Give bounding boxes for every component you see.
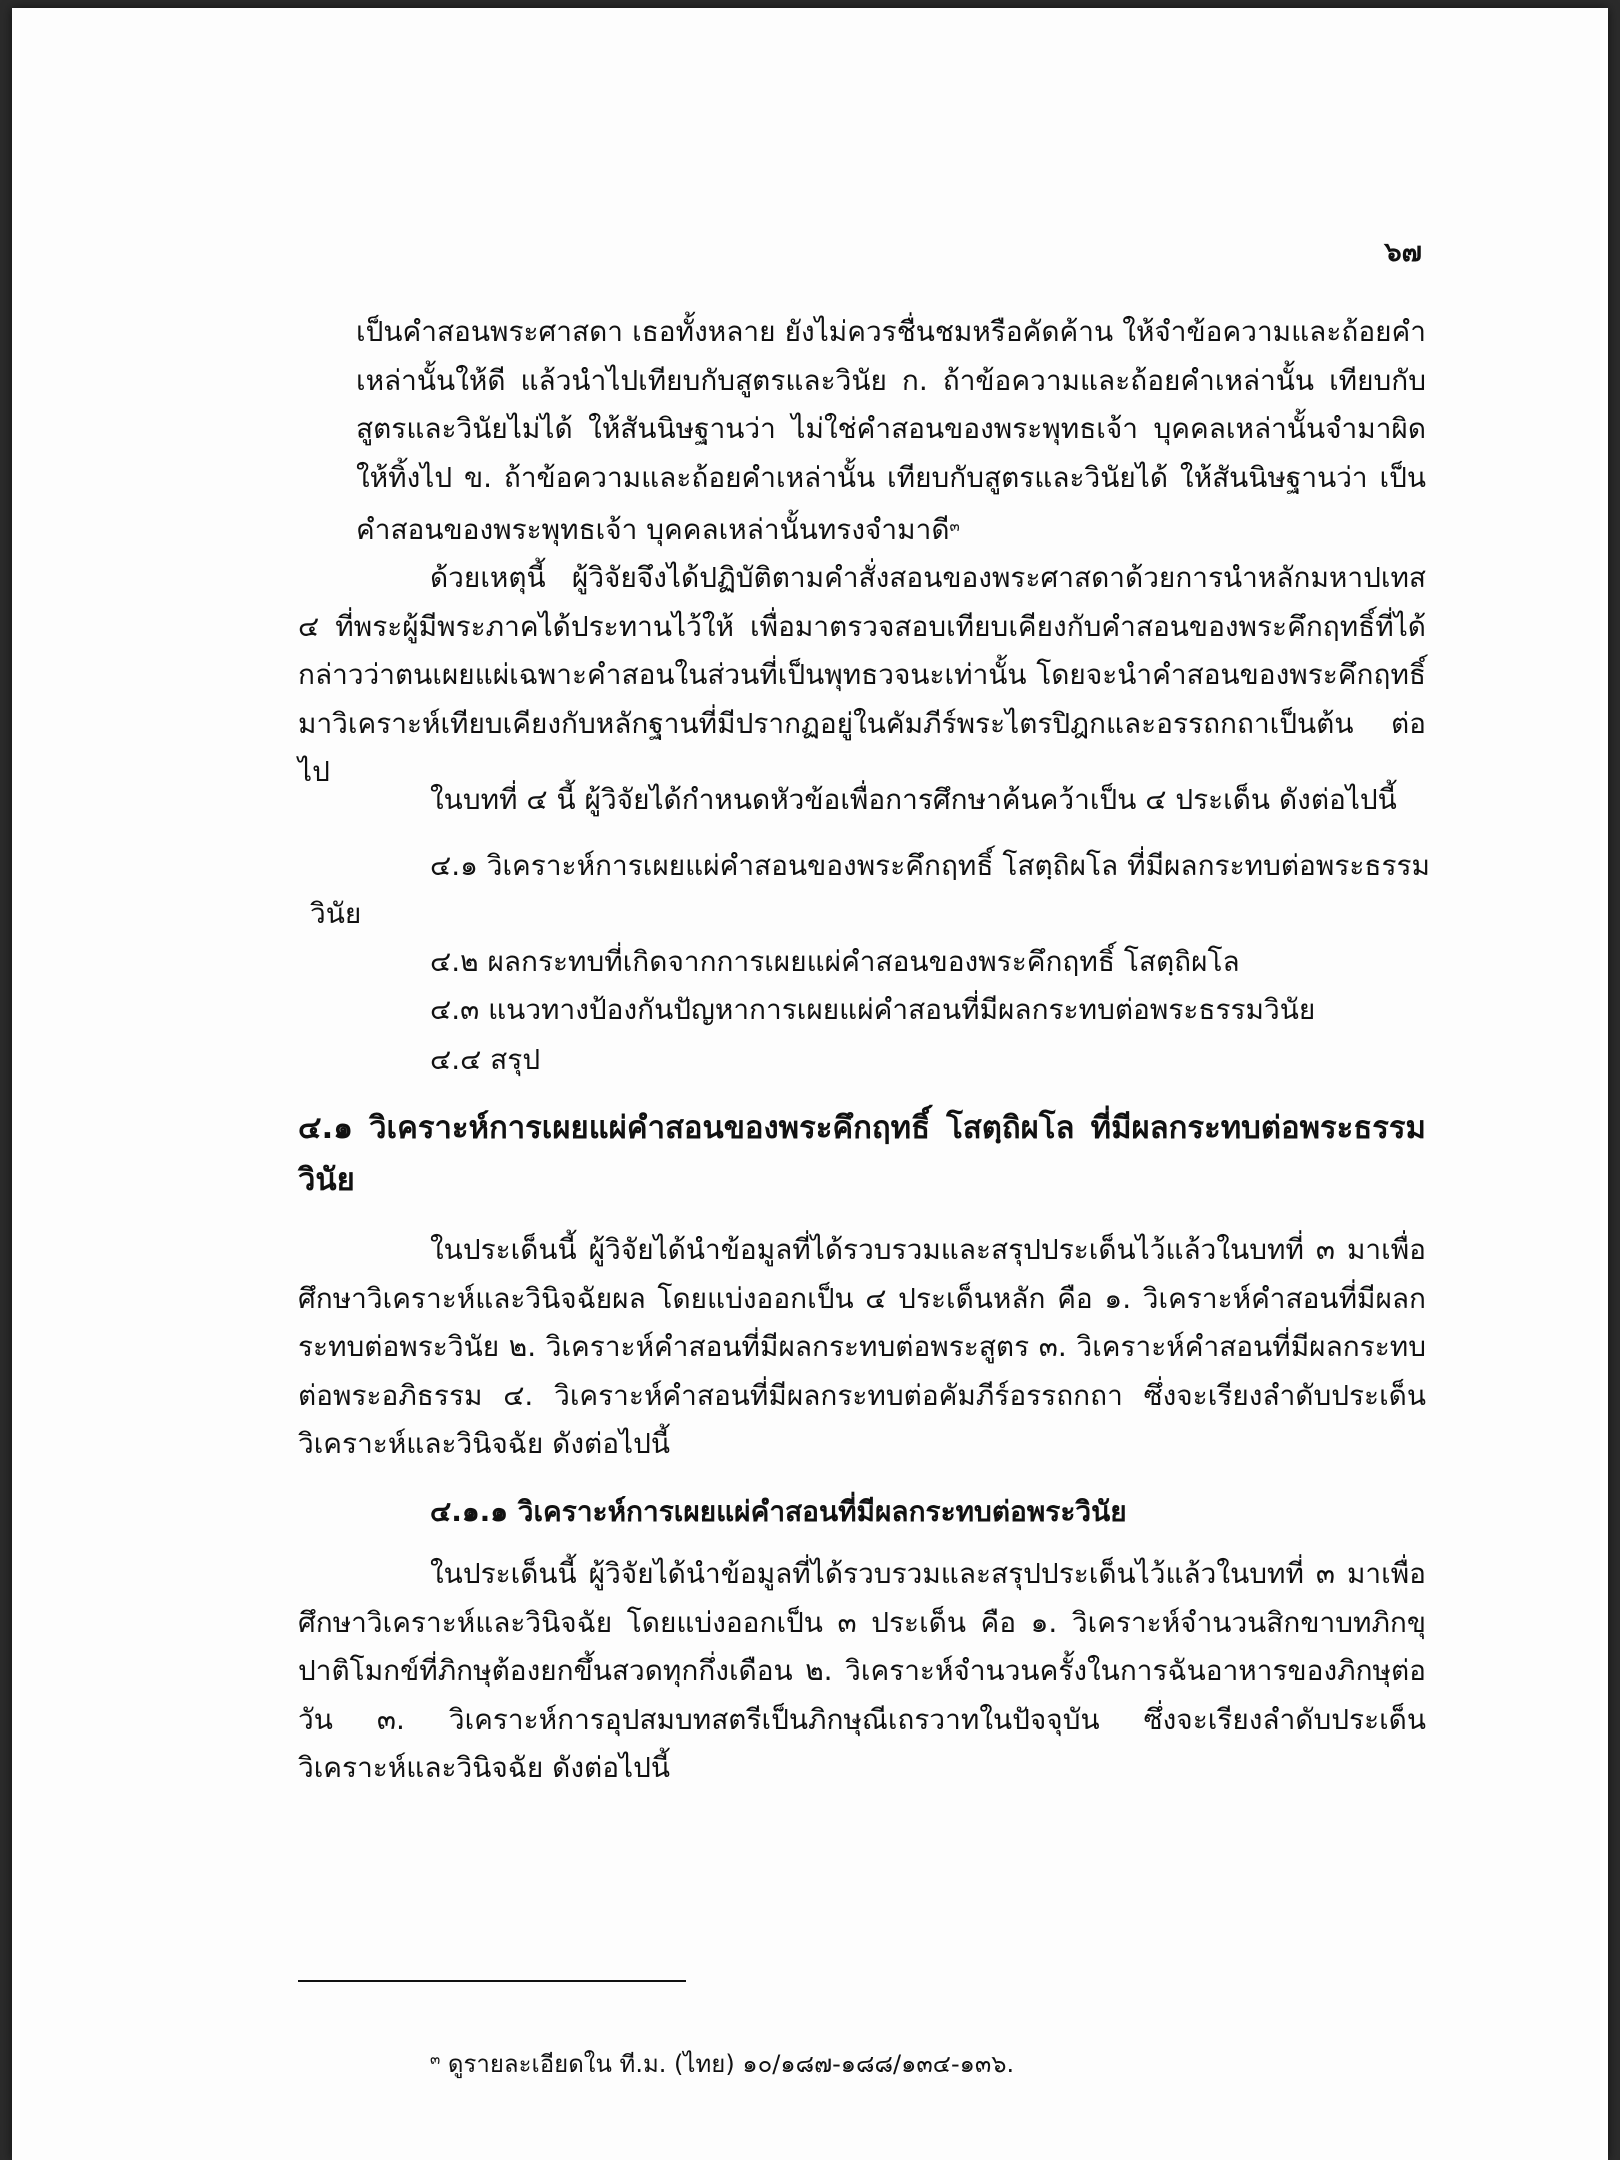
footnote-number: ๓ — [430, 2050, 441, 2068]
outline-item: ๔.๑ วิเคราะห์การเผยแผ่คำสอนของพระคึกฤทธิ์ โสตฺถิผโล ที่มีผลกระทบต่อพระธรรม — [430, 849, 1431, 882]
outline-item: ๔.๓ แนวทางป้องกันปัญหาการเผยแผ่คำสอนที่มีผลกระทบต่อพระธรรมวินัย — [430, 993, 1316, 1026]
footnote — [430, 2044, 1014, 2083]
footnote-reference[interactable]: ๓ — [949, 517, 960, 535]
quote-text: เป็นคำสอนพระศาสดา เธอทั้งหลาย ยังไม่ควรชื่นชมหรือคัดค้าน ให้จำข้อความและถ้อยคำเหล่านั้นให้ดี แล้วนำไปเทียบกับสูตรและวินัย ก. ถ้าข้อความและถ้อยคำเหล่านั้น เทียบกับสูตรและวินัยไม่ได้ ให้สันนิษฐานว่า ไม่ใช่คำสอนของพระพุทธเจ้า บุคคลเหล่านั้นจำมาผิด ให้ทิ้งไป ข. ถ้าข้อความและถ้อยคำเหล่านั้น เทียบกับสูตรและวินัยได้ ให้สันนิษฐานว่า เป็นคำสอนของพระพุทธเจ้า บุคคลเหล่านั้นทรงจำมาดี — [356, 315, 1426, 546]
subsection-heading: ๔.๑.๑ วิเคราะห์การเผยแผ่คำสอนที่มีผลกระทบต่อพระวินัย — [430, 1495, 1127, 1528]
outline-item-continuation: วินัย — [310, 897, 362, 930]
document-page — [12, 8, 1608, 2160]
body-paragraph: ด้วยเหตุนี้ ผู้วิจัยจึงได้ปฏิบัติตามคำสั่งสอนของพระศาสดาด้วยการนำหลักมหาปเทส ๔ ที่พระผู้มีพระภาคได้ประทานไว้ให้ เพื่อมาตรวจสอบเทียบเคียงกับคำสอนของพระคึกฤทธิ์ที่ได้กล่าวว่าตนเผยแผ่เฉพาะคำสอนในส่วนที่เป็นพุทธวจนะเท่านั้น โดยจะนำคำสอนของพระคึกฤทธิ์มาวิเคราะห์เทียบเคียงกับหลักฐานที่มีปรากฏอยู่ในคัมภีร์พระไตรปิฎกและอรรถกถาเป็นต้น ต่อไป — [298, 561, 1426, 788]
section-heading: ๔.๑ วิเคราะห์การเผยแผ่คำสอนของพระคึกฤทธิ์ โสตฺถิผโล ที่มีผลกระทบต่อพระธรรมวินัย — [298, 1110, 1426, 1198]
body-paragraph: ในบทที่ ๔ นี้ ผู้วิจัยได้กำหนดหัวข้อเพื่อการศึกษาค้นคว้าเป็น ๔ ประเด็น ดังต่อไปนี้ — [430, 783, 1397, 816]
page-number: ๖๗ — [1384, 237, 1422, 268]
footnote-divider — [298, 1980, 686, 1982]
footnote-text: ดูรายละเอียดใน ที.ม. (ไทย) ๑๐/๑๘๗-๑๘๘/๑๓๔-๑๓๖. — [440, 2050, 1015, 2078]
body-paragraph: ในประเด็นนี้ ผู้วิจัยได้นำข้อมูลที่ได้รวบรวมและสรุปประเด็นไว้แล้วในบทที่ ๓ มาเพื่อศึกษาวิเคราะห์และวินิจฉัยผล โดยแบ่งออกเป็น ๔ ประเด็นหลัก คือ ๑. วิเคราะห์คำสอนที่มีผลกระทบต่อพระวินัย ๒. วิเคราะห์คำสอนที่มีผลกระทบต่อพระสูตร ๓. วิเคราะห์คำสอนที่มีผลกระทบต่อพระอภิธรรม ๔. วิเคราะห์คำสอนที่มีผลกระทบต่อคัมภีร์อรรถกถา ซึ่งจะเรียงลำดับประเด็นวิเคราะห์และวินิจฉัย ดังต่อไปนี้ — [298, 1233, 1426, 1460]
outline-item: ๔.๔ สรุป — [430, 1043, 541, 1076]
quote-paragraph — [356, 308, 1426, 555]
body-paragraph: ในประเด็นนี้ ผู้วิจัยได้นำข้อมูลที่ได้รวบรวมและสรุปประเด็นไว้แล้วในบทที่ ๓ มาเพื่อศึกษาวิเคราะห์และวินิจฉัย โดยแบ่งออกเป็น ๓ ประเด็น คือ ๑. วิเคราะห์จำนวนสิกขาบทภิกขุปาติโมกข์ที่ภิกษุต้องยกขึ้นสวดทุกกึ่งเดือน ๒. วิเคราะห์จำนวนครั้งในการฉันอาหารของภิกษุต่อวัน ๓. วิเคราะห์การอุปสมบทสตรีเป็นภิกษุณีเถรวาทในปัจจุบัน ซึ่งจะเรียงลำดับประเด็นวิเคราะห์และวินิจฉัย ดังต่อไปนี้ — [298, 1557, 1426, 1784]
outline-item: ๔.๒ ผลกระทบที่เกิดจากการเผยแผ่คำสอนของพระคึกฤทธิ์ โสตฺถิผโล — [430, 945, 1240, 978]
